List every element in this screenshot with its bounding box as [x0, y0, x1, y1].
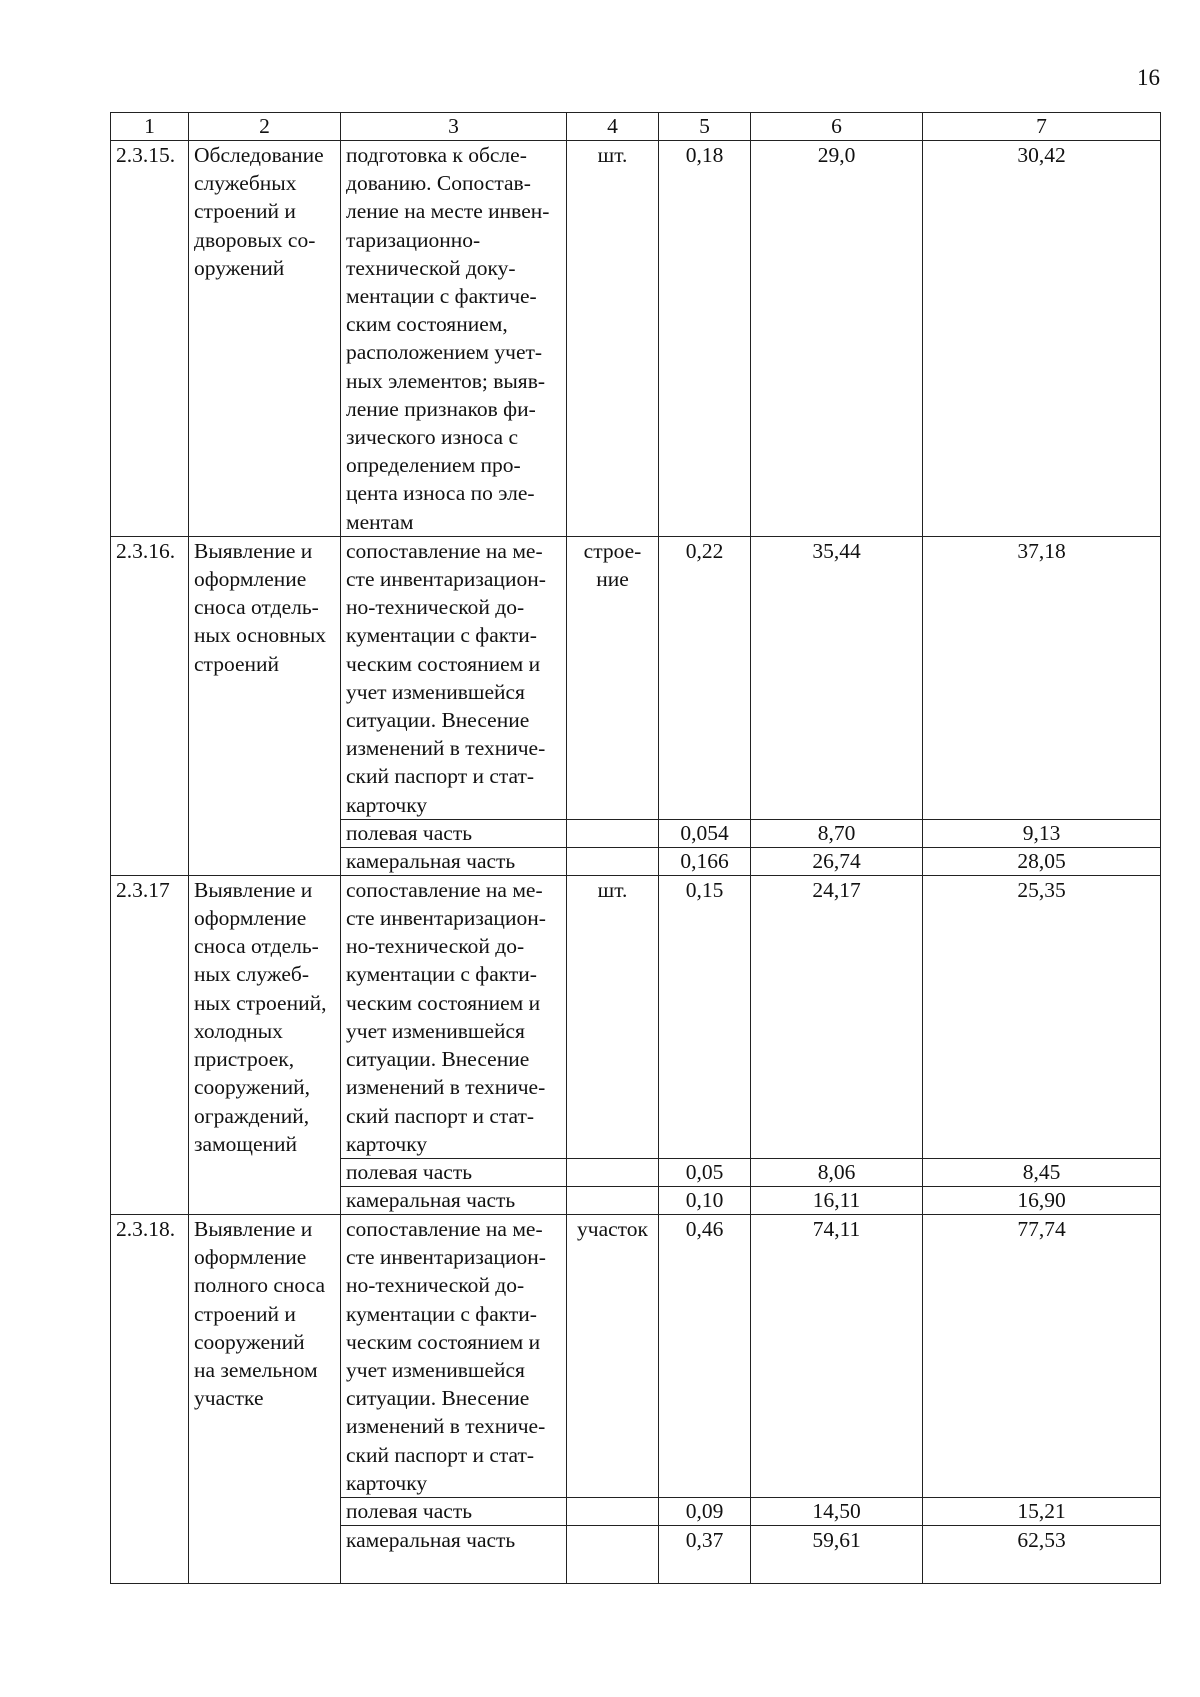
- column-header: 1: [111, 113, 189, 141]
- empty-cell: [567, 1158, 659, 1186]
- column-header: 3: [341, 113, 567, 141]
- rates-table: [110, 112, 1161, 1584]
- column-header: 4: [567, 113, 659, 141]
- subrow-col6: 59,61: [751, 1525, 923, 1583]
- subrow-label: камеральная часть: [341, 1186, 567, 1214]
- subrow-label: полевая часть: [341, 1497, 567, 1525]
- table-row: [111, 875, 1161, 1158]
- empty-cell: [567, 1186, 659, 1214]
- subrow-label: полевая часть: [341, 819, 567, 847]
- subrow-col7: 62,53: [923, 1525, 1161, 1583]
- item-col6: 29,0: [751, 141, 923, 537]
- column-header: 6: [751, 113, 923, 141]
- item-unit: шт.: [567, 875, 659, 1158]
- subrow-col6: 8,70: [751, 819, 923, 847]
- item-unit: шт.: [567, 141, 659, 537]
- empty-cell: [567, 819, 659, 847]
- item-col5: 0,46: [659, 1214, 751, 1497]
- item-description: сопоставление на ме- сте инвентаризацион- но-технической до- кументации с факти- ческим состоянием и учет изменившейся ситуации. Внесение изменений в техниче- ский паспорт и стат- карточку: [341, 1214, 567, 1497]
- column-header: 2: [189, 113, 341, 141]
- subrow-col5: 0,09: [659, 1497, 751, 1525]
- table-row: [111, 536, 1161, 819]
- item-description: сопоставление на ме- сте инвентаризацион- но-технической до- кументации с факти- ческим состоянием и учет изменившейся ситуации. Внесение изменений в техниче- ский паспорт и стат- карточку: [341, 536, 567, 819]
- empty-cell: [567, 1497, 659, 1525]
- subrow-col7: 8,45: [923, 1158, 1161, 1186]
- item-name: Обследование служебных строений и дворовых со- оружений: [189, 141, 341, 537]
- item-code: 2.3.18.: [111, 1214, 189, 1583]
- item-col6: 35,44: [751, 536, 923, 819]
- subrow-col5: 0,05: [659, 1158, 751, 1186]
- item-col7: 77,74: [923, 1214, 1161, 1497]
- subrow-col6: 14,50: [751, 1497, 923, 1525]
- subrow-col5: 0,054: [659, 819, 751, 847]
- column-header: 5: [659, 113, 751, 141]
- item-code: 2.3.15.: [111, 141, 189, 537]
- item-col5: 0,18: [659, 141, 751, 537]
- item-col6: 24,17: [751, 875, 923, 1158]
- subrow-col5: 0,10: [659, 1186, 751, 1214]
- subrow-col7: 15,21: [923, 1497, 1161, 1525]
- subrow-col7: 28,05: [923, 847, 1161, 875]
- empty-cell: [567, 1525, 659, 1583]
- item-col7: 37,18: [923, 536, 1161, 819]
- item-col6: 74,11: [751, 1214, 923, 1497]
- subrow-label: камеральная часть: [341, 847, 567, 875]
- item-col7: 25,35: [923, 875, 1161, 1158]
- item-name: Выявление и оформление сноса отдель- ных служеб- ных строений, холодных пристроек, сооружений, ограждений, замощений: [189, 875, 341, 1214]
- subrow-label: камеральная часть: [341, 1525, 567, 1583]
- item-name: Выявление и оформление сноса отдель- ных основных строений: [189, 536, 341, 875]
- item-code: 2.3.17: [111, 875, 189, 1214]
- item-unit: участок: [567, 1214, 659, 1497]
- subrow-col6: 8,06: [751, 1158, 923, 1186]
- header-row: [111, 113, 1161, 141]
- subrow-col5: 0,37: [659, 1525, 751, 1583]
- empty-cell: [567, 847, 659, 875]
- subrow-col7: 16,90: [923, 1186, 1161, 1214]
- table-row: [111, 1214, 1161, 1497]
- subrow-col5: 0,166: [659, 847, 751, 875]
- item-code: 2.3.16.: [111, 536, 189, 875]
- item-col5: 0,15: [659, 875, 751, 1158]
- subrow-label: полевая часть: [341, 1158, 567, 1186]
- item-description: сопоставление на ме- сте инвентаризацион- но-технической до- кументации с факти- ческим состоянием и учет изменившейся ситуации. Внесение изменений в техниче- ский паспорт и стат- карточку: [341, 875, 567, 1158]
- page-number: 16: [1137, 65, 1160, 90]
- item-unit: строе- ние: [567, 536, 659, 819]
- item-col7: 30,42: [923, 141, 1161, 537]
- item-description: подготовка к обсле- дованию. Сопостав- ление на месте инвен- таризационно- технической доку- ментации с фактиче- ским состоянием, расположением учет- ных элементов; выяв- ление признаков фи- зического износа с определением про- цента износа по эле- ментам: [341, 141, 567, 537]
- table-row: [111, 141, 1161, 537]
- subrow-col7: 9,13: [923, 819, 1161, 847]
- item-name: Выявление и оформление полного сноса строений и сооружений на земельном участке: [189, 1214, 341, 1583]
- item-col5: 0,22: [659, 536, 751, 819]
- subrow-col6: 16,11: [751, 1186, 923, 1214]
- column-header: 7: [923, 113, 1161, 141]
- subrow-col6: 26,74: [751, 847, 923, 875]
